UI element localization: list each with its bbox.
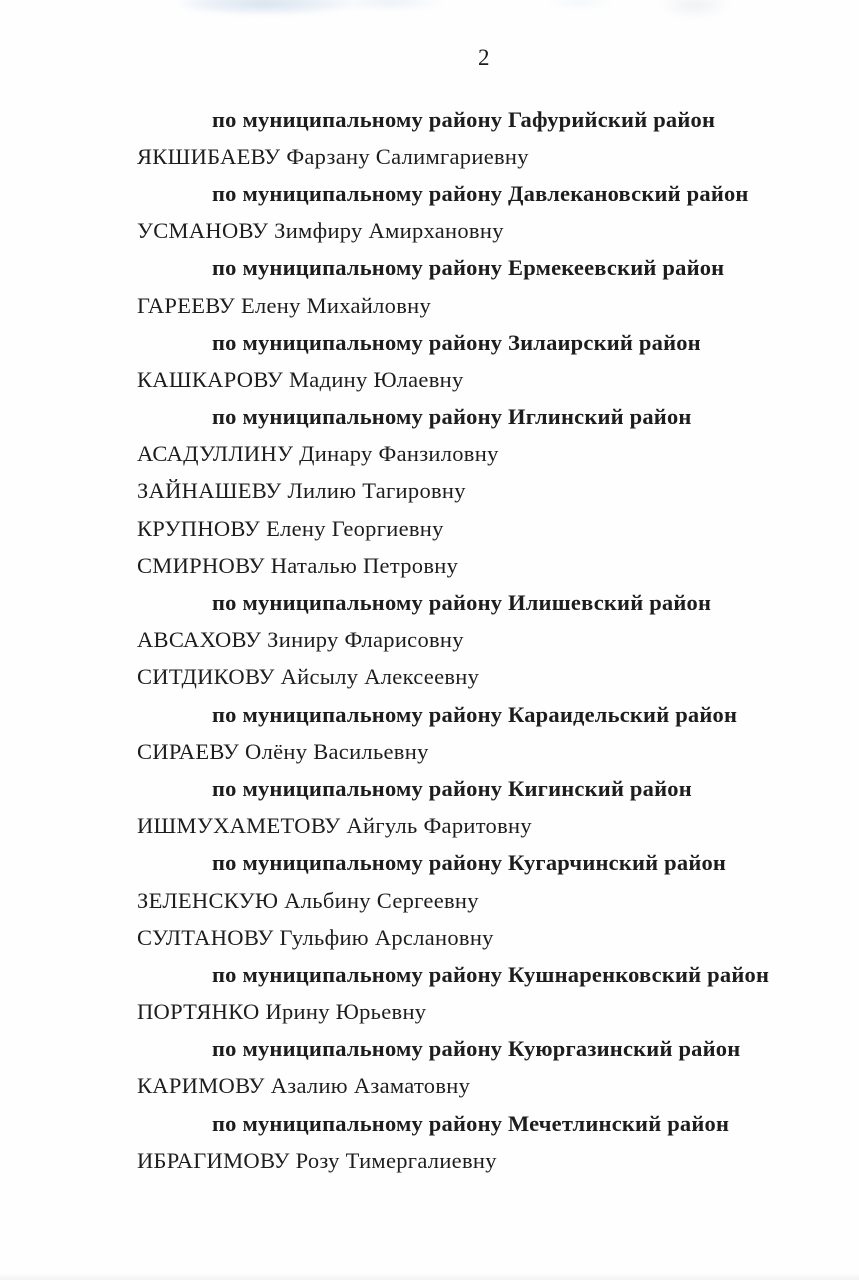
district-heading: по муниципальному району Гафурийский район: [212, 106, 716, 132]
district-heading: по муниципальному району Давлекановский район: [212, 180, 749, 206]
district-heading: по муниципальному району Мечетлинский район: [212, 1110, 730, 1136]
person-name: ПОРТЯНКО Ирину Юрьевну: [137, 999, 427, 1025]
document-body: [0, 101, 859, 1179]
scan-artifact-top-right-smudge: [660, 0, 730, 18]
district-heading: по муниципальному району Кушнаренковский район: [212, 961, 770, 987]
scan-artifact-bottom-edge: [0, 1272, 859, 1280]
district-heading: по муниципальному району Илишевский район: [212, 590, 712, 616]
person-name: АСАДУЛЛИНУ Динару Фанзиловну: [137, 441, 499, 467]
person-name: ГАРЕЕВУ Елену Михайловну: [137, 292, 432, 318]
person-name: СМИРНОВУ Наталью Петровну: [137, 552, 459, 578]
person-name: СУЛТАНОВУ Гульфию Арслановну: [137, 924, 494, 950]
district-heading: по муниципальному району Кугарчинский район: [212, 850, 727, 876]
district-heading: по муниципальному району Ермекеевский район: [212, 255, 725, 281]
page-number: 2: [478, 45, 490, 70]
person-name: ЗЕЛЕНСКУЮ Альбину Сергеевну: [137, 887, 479, 913]
person-name: ИШМУХАМЕТОВУ Айгуль Фаритовну: [137, 813, 532, 839]
person-name: УСМАНОВУ Зимфиру Амирхановну: [137, 218, 504, 244]
district-heading: по муниципальному району Караидельский район: [212, 701, 738, 727]
district-heading: по муниципальному району Куюргазинский район: [212, 1036, 741, 1062]
person-name: СИРАЕВУ Олёну Васильевну: [137, 738, 429, 764]
person-name: СИТДИКОВУ Айсылу Алексеевну: [137, 664, 480, 690]
scan-artifact-top-smudge-2: [335, 0, 445, 10]
person-name: КАШКАРОВУ Мадину Юлаевну: [137, 366, 464, 392]
district-heading: по муниципальному району Кигинский район: [212, 775, 692, 801]
district-heading: по муниципальному району Зилаирский район: [212, 329, 701, 355]
scan-artifact-top-smudge: [180, 0, 350, 14]
person-name: АВСАХОВУ Зиниру Фларисовну: [137, 627, 464, 653]
person-name: ИБРАГИМОВУ Розу Тимергалиевну: [137, 1147, 497, 1173]
district-heading: по муниципальному району Иглинский район: [212, 404, 692, 430]
person-name: КРУПНОВУ Елену Георгиевну: [137, 515, 444, 541]
scan-artifact-top-smudge-3: [545, 0, 615, 8]
person-name: КАРИМОВУ Азалию Азаматовну: [137, 1073, 471, 1099]
person-name: ЗАЙНАШЕВУ Лилию Тагировну: [137, 478, 466, 504]
person-name: ЯКШИБАЕВУ Фарзану Салимгариевну: [137, 143, 529, 169]
